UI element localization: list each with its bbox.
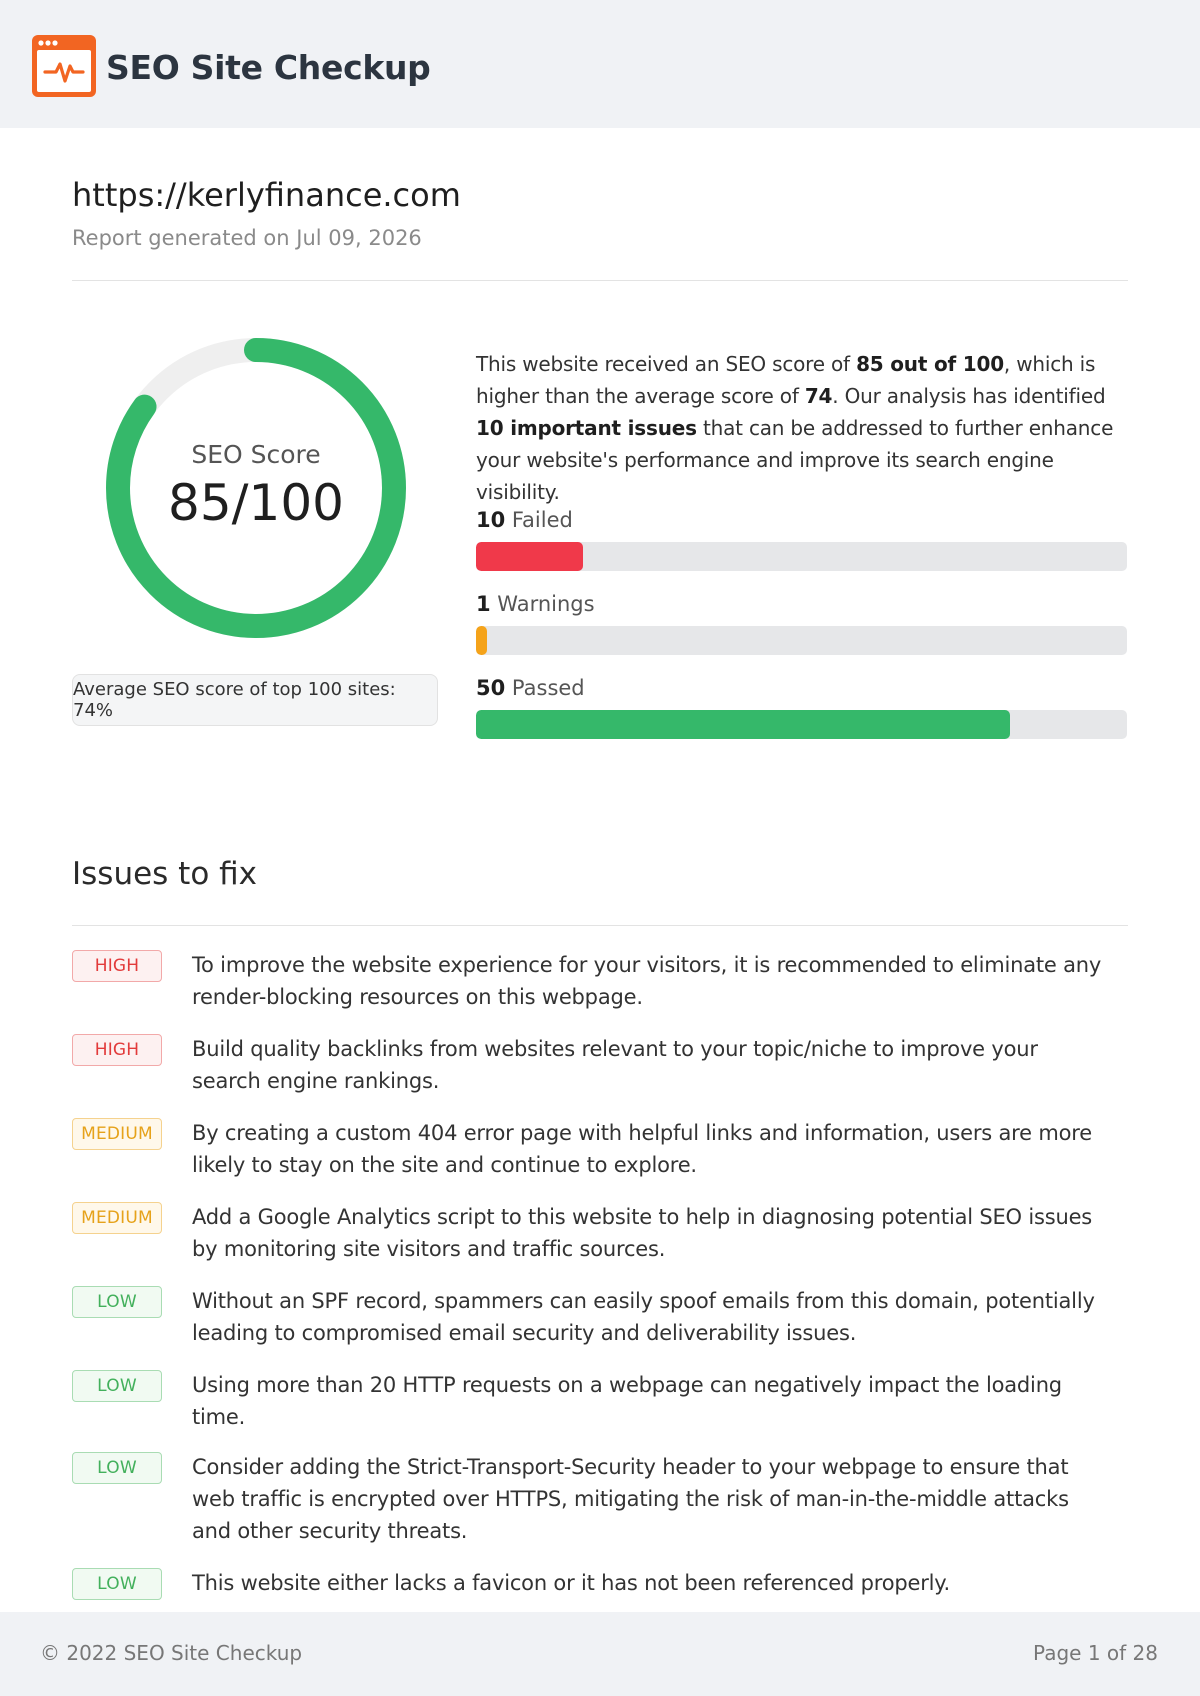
summary-text: that can be addressed to further enhance your website's performance and improve its search engine visibility.	[476, 416, 1114, 504]
warnings-bar-fill	[476, 626, 487, 655]
passed-text: Passed	[505, 676, 585, 700]
average-score-note	[72, 674, 438, 726]
issue-text: Add a Google Analytics script to this website to help in diagnosing potential SEO issues by monitoring site visitors and traffic sources.	[192, 1205, 1093, 1261]
brand-name: SEO Site Checkup	[106, 48, 431, 87]
severity-badge: LOW	[72, 1370, 162, 1402]
summary-text: . Our analysis has identified	[832, 384, 1106, 408]
average-score-text: Average SEO score of top 100 sites: 74%	[73, 679, 396, 721]
warnings-text: Warnings	[490, 592, 595, 616]
failed-label	[476, 508, 573, 532]
issue-row	[72, 1369, 1132, 1433]
issue-text: Using more than 20 HTTP requests on a webpage can negatively impact the loading time.	[192, 1373, 1062, 1429]
issue-text: Build quality backlinks from websites relevant to your topic/niche to improve your search engine rankings.	[192, 1037, 1038, 1093]
passed-bar-fill	[476, 710, 1010, 739]
severity-badge: LOW	[72, 1452, 162, 1484]
summary-issues-count: 10 important issues	[476, 416, 697, 440]
issue-row	[72, 1033, 1132, 1097]
severity-badge: LOW	[72, 1568, 162, 1600]
passed-label	[476, 676, 585, 700]
severity-badge: LOW	[72, 1286, 162, 1318]
report-header	[0, 0, 1200, 128]
issue-text: By creating a custom 404 error page with helpful links and information, users are more likely to stay on the site and continue to explore.	[192, 1121, 1092, 1177]
browser-pulse-icon	[32, 35, 96, 97]
report-date: Report generated on Jul 09, 2026	[72, 226, 422, 250]
issue-row	[72, 1451, 1132, 1547]
issues-list	[72, 949, 1132, 1600]
issue-row	[72, 1201, 1132, 1265]
issue-text: To improve the website experience for your visitors, it is recommended to eliminate any render-blocking resources on this webpage.	[192, 953, 1102, 1009]
issue-row	[72, 1567, 1132, 1600]
failed-bar-fill	[476, 542, 583, 571]
issue-text: Without an SPF record, spammers can easily spoof emails from this domain, potentially leading to compromised email security and deliverability issues.	[192, 1289, 1095, 1345]
severity-badge: HIGH	[72, 1034, 162, 1066]
issue-row	[72, 1117, 1132, 1181]
summary-text: This website received an SEO score of	[476, 352, 857, 376]
page-title: https://kerlyfinance.com	[72, 176, 461, 214]
severity-badge: MEDIUM	[72, 1202, 162, 1234]
divider	[72, 925, 1128, 926]
severity-badge: HIGH	[72, 950, 162, 982]
failed-count: 10	[476, 508, 506, 532]
summary-score: 85 out of 100	[856, 352, 1004, 376]
issue-row	[72, 949, 1132, 1013]
divider	[72, 280, 1128, 281]
failed-bar	[476, 542, 1127, 571]
score-summary	[476, 348, 1130, 508]
seo-score-label: SEO Score	[191, 440, 321, 469]
issues-section-title: Issues to fix	[72, 856, 258, 892]
passed-bar	[476, 710, 1127, 739]
issue-text: Consider adding the Strict-Transport-Security header to your webpage to ensure that web traffic is encrypted over HTTPS, mitigating the risk of man-in-the-middle attacks and other security threats.	[192, 1455, 1069, 1543]
failed-text: Failed	[505, 508, 573, 532]
severity-badge: MEDIUM	[72, 1118, 162, 1150]
seo-score-value: 85/100	[168, 474, 344, 532]
issue-text: This website either lacks a favicon or it has not been referenced properly.	[192, 1571, 950, 1595]
passed-count: 50	[476, 676, 506, 700]
page-number: Page 1 of 28	[1033, 1641, 1158, 1665]
summary-text: , which is higher than the average score of	[476, 352, 1096, 408]
warnings-count: 1	[476, 592, 491, 616]
issue-row	[72, 1285, 1132, 1349]
copyright: © 2022 SEO Site Checkup	[40, 1641, 303, 1665]
warnings-bar	[476, 626, 1127, 655]
warnings-label	[476, 592, 595, 616]
summary-average: 74	[804, 384, 833, 408]
